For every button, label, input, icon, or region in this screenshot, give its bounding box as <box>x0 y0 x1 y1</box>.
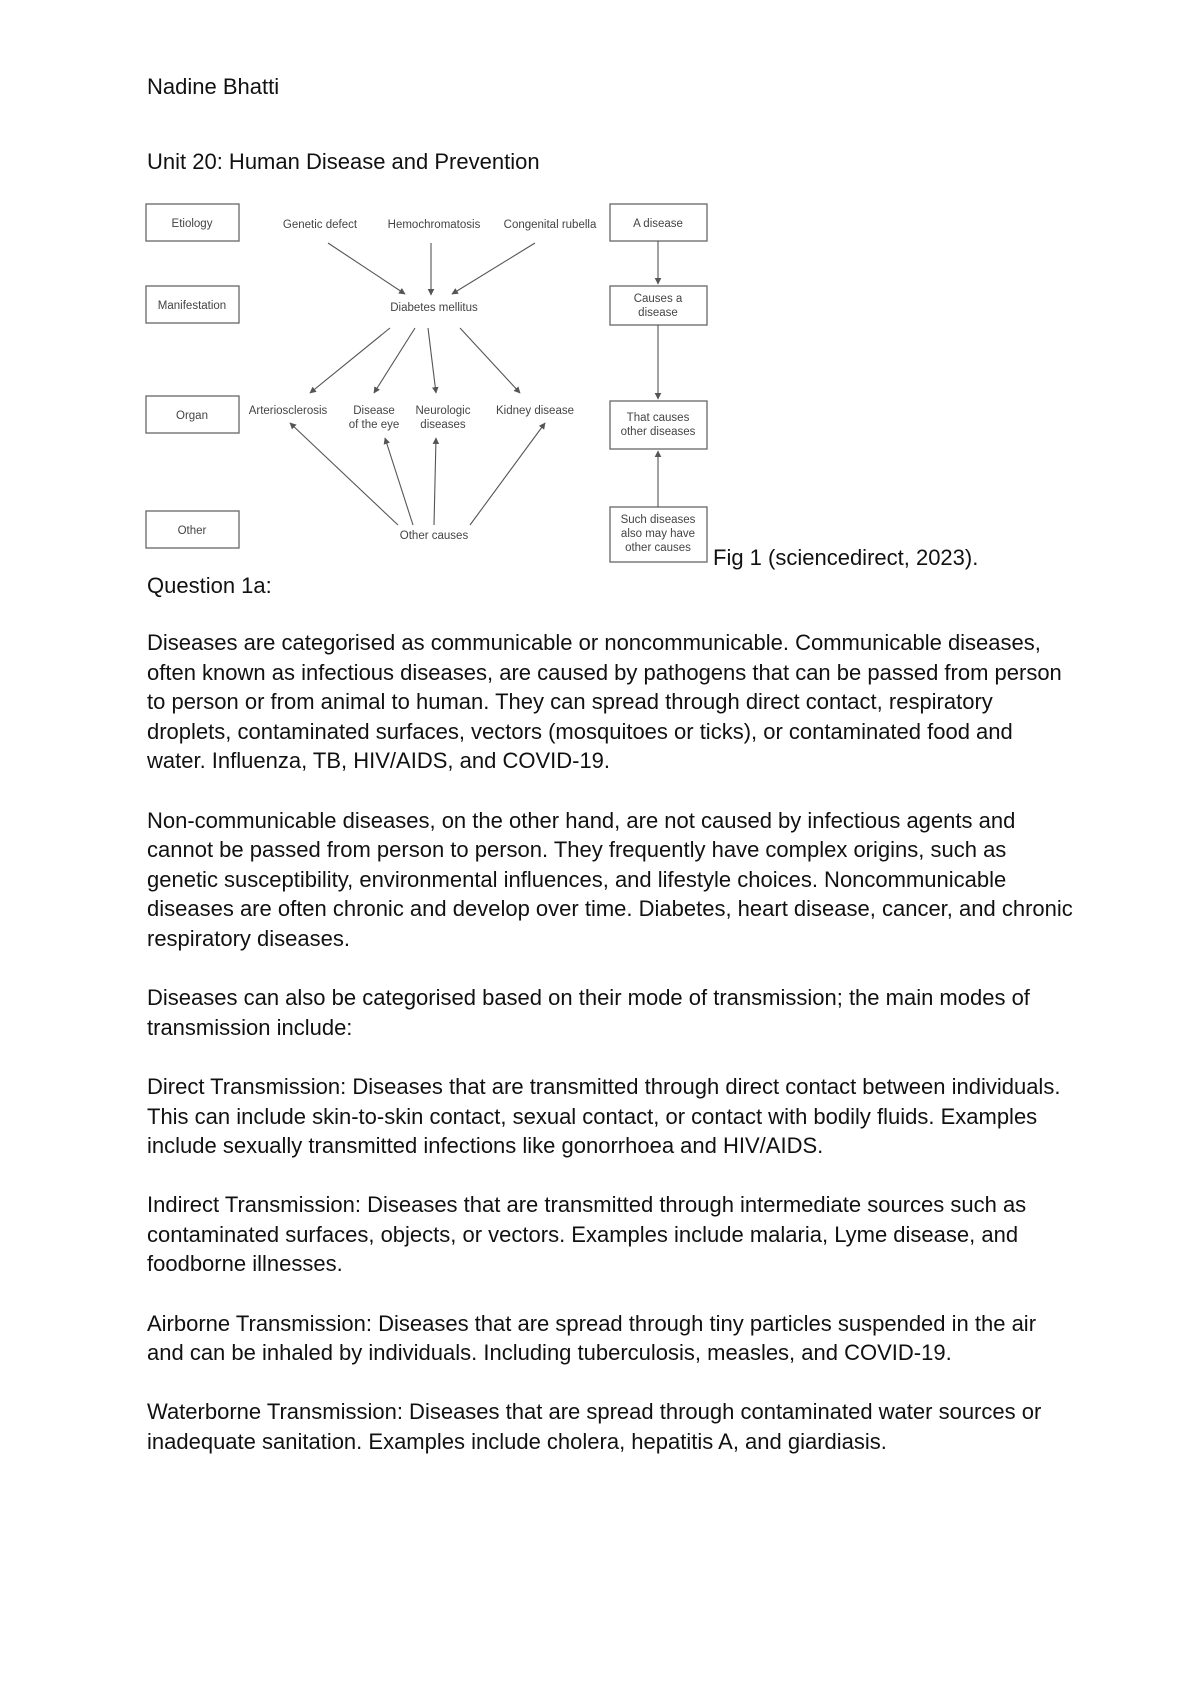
label-that-causes-1: That causes <box>626 412 690 424</box>
label-kidney: Kidney disease <box>496 405 574 417</box>
label-disease-eye-1: Disease <box>353 405 395 417</box>
arrow-other-kidney <box>470 423 545 525</box>
label-arteriosclerosis: Arteriosclerosis <box>248 405 328 417</box>
label-causes-2: disease <box>638 307 678 319</box>
label-manifestation: Manifestation <box>157 300 227 312</box>
arrow-genetic <box>328 243 405 294</box>
label-other: Other <box>177 525 207 537</box>
paragraph-communicable: Diseases are categorised as communicable or noncommunicable. Communicable diseases, often known as infectious diseases, are caused by pathogens that can be passed from person to person or from animal to human. They can spread through direct contact, respiratory droplets, contaminated surfaces, vectors (mosquitoes or ticks), or contaminated food and water. Influenza, TB, HIV/AIDS, and COVID-19. <box>147 630 1062 774</box>
label-such-3: other causes <box>625 542 691 554</box>
paragraph-noncommunicable: Non-communicable diseases, on the other hand, are not caused by infectious agents and cannot be passed from person to person. They frequently have complex origins, such as genetic susceptibility, environmental influences, and lifestyle choices. Noncommunicable diseases are often chronic and develop over time. Diabetes, heart disease, cancer, and chronic respiratory diseases. <box>147 807 1073 951</box>
label-genetic-defect: Genetic defect <box>282 219 358 231</box>
arrow-other-neuro <box>434 438 436 525</box>
label-neurologic-1: Neurologic <box>415 405 471 417</box>
paragraph-indirect: Indirect Transmission: Diseases that are transmitted through intermediate sources such as contaminated surfaces, objects, or vectors. Examples include malaria, Lyme disease, and foodborne illnesses. <box>147 1192 1027 1277</box>
figure-caption: Fig 1 (sciencedirect, 2023). <box>713 545 979 570</box>
paragraph-transmission-intro: Diseases can also be categorised based on their mode of transmission; the main modes of transmission include: <box>147 985 1030 1040</box>
arrow-other-eye <box>385 438 413 525</box>
paragraph-waterborne: Waterborne Transmission: Diseases that are spread through contaminated water sources or inadequate sanitation. Examples include cholera, hepatitis A, and giardiasis. <box>147 1399 1042 1455</box>
etiology-diagram <box>140 195 720 570</box>
label-diabetes: Diabetes mellitus <box>390 302 478 314</box>
unit-title: Unit 20: Human Disease and Prevention <box>147 149 540 174</box>
arrow-other-arterio <box>290 423 398 525</box>
label-etiology: Etiology <box>171 218 213 230</box>
label-that-causes-2: other diseases <box>620 426 696 438</box>
arrow-rubella <box>452 243 535 294</box>
paragraph-direct: Direct Transmission: Diseases that are transmitted through direct contact between individuals. This can include skin-to-skin contact, sexual contact, or contact with bodily fluids. Examples include sexually transmitted infections like gonorrhoea and HIV/AIDS. <box>147 1073 1061 1159</box>
label-such-1: Such diseases <box>620 514 696 526</box>
paragraph-airborne: Airborne Transmission: Diseases that are spread through tiny particles suspended in the air and can be inhaled by individuals. Including tuberculosis, measles, and COVID-19. <box>147 1310 1037 1366</box>
label-organ: Organ <box>176 410 208 422</box>
arrow-arterio <box>310 328 390 393</box>
label-a-disease: A disease <box>633 218 683 230</box>
arrow-eye <box>374 328 415 393</box>
label-disease-eye-2: of the eye <box>348 419 400 431</box>
box-causes-a-disease <box>610 286 707 325</box>
box-that-causes <box>610 401 707 449</box>
arrow-neuro <box>428 328 436 393</box>
label-neurologic-2: diseases <box>420 419 466 431</box>
label-causes-1: Causes a <box>633 293 683 305</box>
question-label: Question 1a: <box>147 573 272 598</box>
body-text <box>147 628 1077 1486</box>
label-hemochromatosis: Hemochromatosis <box>387 219 481 231</box>
label-other-causes: Other causes <box>399 530 469 542</box>
label-such-2: also may have <box>620 528 696 540</box>
label-congenital-rubella: Congenital rubella <box>503 219 597 231</box>
author-name: Nadine Bhatti <box>147 74 280 99</box>
arrow-kidney <box>460 328 520 393</box>
